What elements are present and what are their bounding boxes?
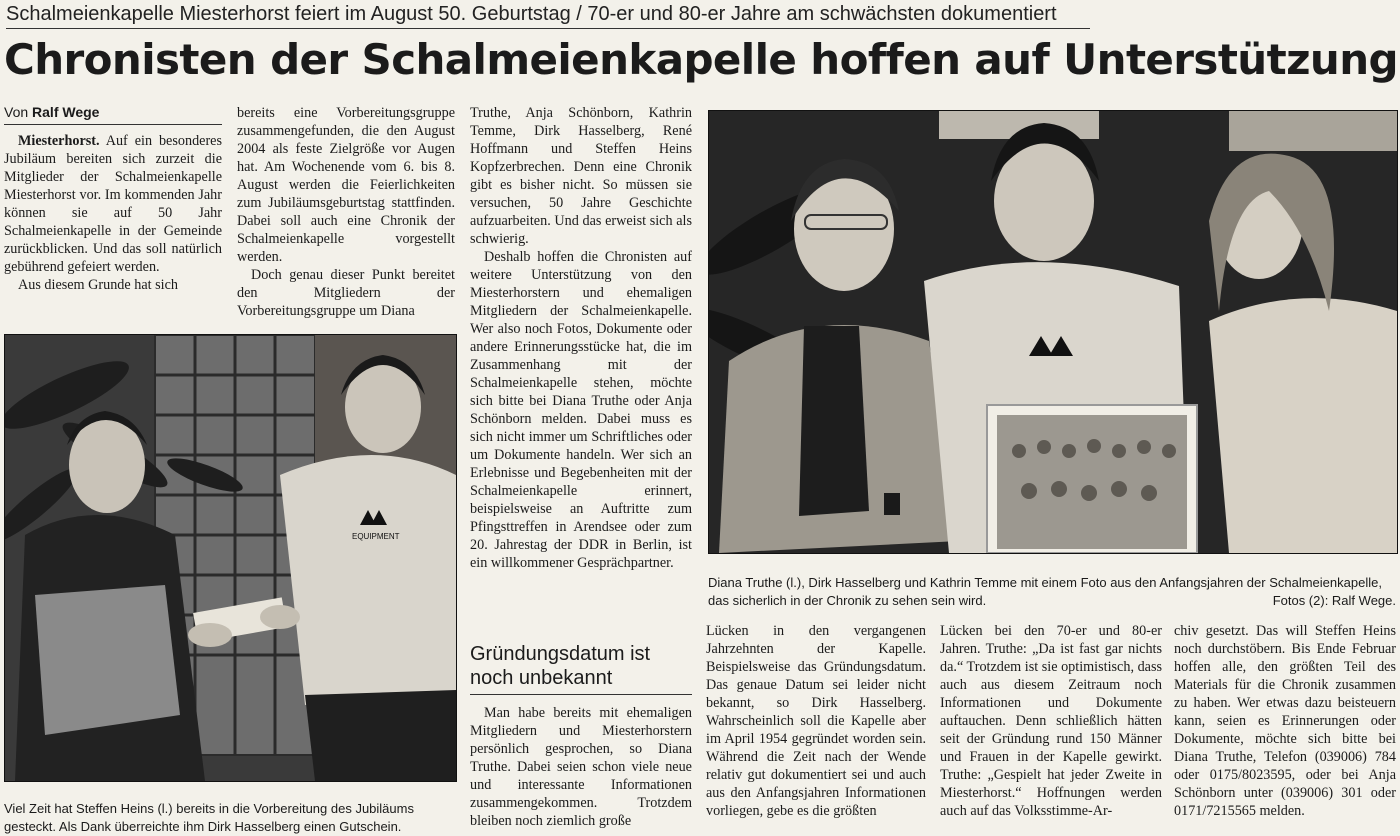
headline: Chronisten der Schalmeienkapelle hoffen auf Unterstützung <box>4 35 1398 84</box>
article-paragraph <box>4 132 222 276</box>
article-paragraph: Lücken in den vergangenen Jahrzehnten der Kapelle. Beispielsweise das Gründungsdatum. Das genaue Datum sei leider nicht bekannt, so Dirk Hasselberg. Wahrscheinlich soll die Kapelle aber im April 1954 gegründet worden sein. Während die Zeit nach der Wende relativ gut dokumentiert sei und auch aus den Anfangsjahren Informationen vorliegen, gebe es die größten <box>706 623 926 819</box>
article-column-5 <box>940 622 1162 836</box>
article-column-4 <box>706 622 926 836</box>
byline-author: Ralf Wege <box>32 104 100 120</box>
article-column-3 <box>470 104 692 622</box>
photo-left-image <box>5 335 456 781</box>
article-paragraph: bereits eine Vorbereitungsgruppe zusammengefunden, die den August 2004 als feste Zielgröße vor Augen hat. Am Wochenende vom 6. bis 8. August werden die Feierlichkeiten zum Jubiläumsgeburtstag stattfinden. Dabei soll auch eine Chronik der Schalmeienkapelle vorgestellt werden. <box>237 105 455 265</box>
article-column-3-continued <box>470 704 692 836</box>
article-column-6 <box>1174 622 1396 836</box>
photo-credit: Fotos (2): Ralf Wege. <box>1190 592 1396 610</box>
photo-check-handover <box>4 334 457 782</box>
kicker-line: Schalmeienkapelle Miesterhorst feiert im August 50. Geburtstag / 70-er und 80-er Jahre am schwächsten dokumentiert <box>6 0 1090 29</box>
article-column-2 <box>237 104 455 324</box>
photo-right-caption: Diana Truthe (l.), Dirk Hasselberg und Kathrin Temme mit einem Foto aus den Anfangsjahren der Schalmeienkapelle, das sicherlich in der Chronik zu sehen sein wird. <box>708 575 1382 608</box>
dateline: Miesterhorst. <box>18 133 100 149</box>
article-paragraph: Doch genau dieser Punkt bereitet den Mitgliedern der Vorbereitungsgruppe um Diana <box>237 267 455 319</box>
byline-prefix: Von <box>4 104 29 120</box>
photo-chronicle-team <box>708 110 1398 554</box>
photo-right-image <box>709 111 1397 553</box>
article-paragraph: chiv gesetzt. Das will Steffen Heins noch durchstöbern. Bis Ende Februar hoffen alle, den größten Teil des Materials für die Chronik zusammen zu haben. Wer etwas dazu beisteuern kann, seien es Erinnerungen oder Dokumente, möchte sich bitte bei Diana Truthe, Telefon (039006) 784 oder 0175/8023595, oder bei Anja Schönborn unter (039006) 301 oder 0171/7215565 melden. <box>1174 623 1396 819</box>
byline <box>4 100 222 125</box>
article-paragraph: Aus diesem Grunde hat sich <box>18 277 178 293</box>
article-paragraph: Lücken bei den 70-er und 80-er Jahren. Truthe: „Da ist fast gar nichts da.“ Trotzdem ist sie optimistisch, dass auch aus diesem Zeitraum noch Informationen und Dokumente auftauchen. Denn schließlich hätten seit der Gründung rund 150 Männer und Frauen in der Kapelle gewirkt. Truthe: „Gespielt hat jeder Zweite in Miesterhorst.“ Hoffnungen werden auch auf das Volksstimme-Ar- <box>940 623 1162 819</box>
photo-left-caption: Viel Zeit hat Steffen Heins (l.) bereits in die Vorbereitung des Jubiläums gesteckt. Als Dank überreichte ihm Dirk Hasselberg einen Gutschein. <box>4 801 414 834</box>
subheading: Gründungsdatum ist noch unbekannt <box>470 640 692 695</box>
article-paragraph: Deshalb hoffen die Chronisten auf weitere Unterstützung von den Miesterhorstern und ehemaligen Mitgliedern der Schalmeienkapelle. Wer also noch Fotos, Dokumente oder andere Erinnerungsstücke hat, die im Zusammenhang mit der Schalmeienkapelle stehen, möchte sich bitte bei Diana Truthe oder Anja Schönborn melden. Dabei muss es sich nicht immer um Schriftliches oder um Dokumente handeln. Wer sich an Erlebnisse und Begebenheiten mit der Schalmeienkapelle erinnert, beispielsweise an Auftritte zum Pfingsttreffen in Arendsee oder zum 20. Jahrestag der DDR in Berlin, ist ein willkommener Gesprächpartner. <box>470 249 692 571</box>
article-paragraph: Truthe, Anja Schönborn, Kathrin Temme, Dirk Hasselberg, René Hoffmann und Steffen Heins Kopfzerbrechen. Denn eine Chronik gibt es bisher nicht. So müssen sie versuchen, 50 Jahre Geschichte aufzuarbeiten. Und das erweist sich als schwierig. <box>470 105 692 247</box>
article-paragraph: Man habe bereits mit ehemaligen Mitgliedern und Miesterhorstern persönlich gesprochen, so Diana Truthe. Dabei seien schon viele neue und interessante Informationen zusammengekommen. Trotzdem bleiben noch ziemlich große <box>470 705 692 829</box>
paragraph-text: Auf ein besonderes Jubiläum bereiten sich zurzeit die Mitglieder der Schalmeienkapelle Miesterhorst vor. Im kommenden Jahr können sie auf 50 Jahr Schalmeienkapelle in der Gemeinde zurückblicken. Und das soll natürlich gebührend gefeiert werden. <box>4 133 222 275</box>
article-column-1 <box>4 132 222 324</box>
sweater-logo-text: EQUIPMENT <box>352 532 400 541</box>
